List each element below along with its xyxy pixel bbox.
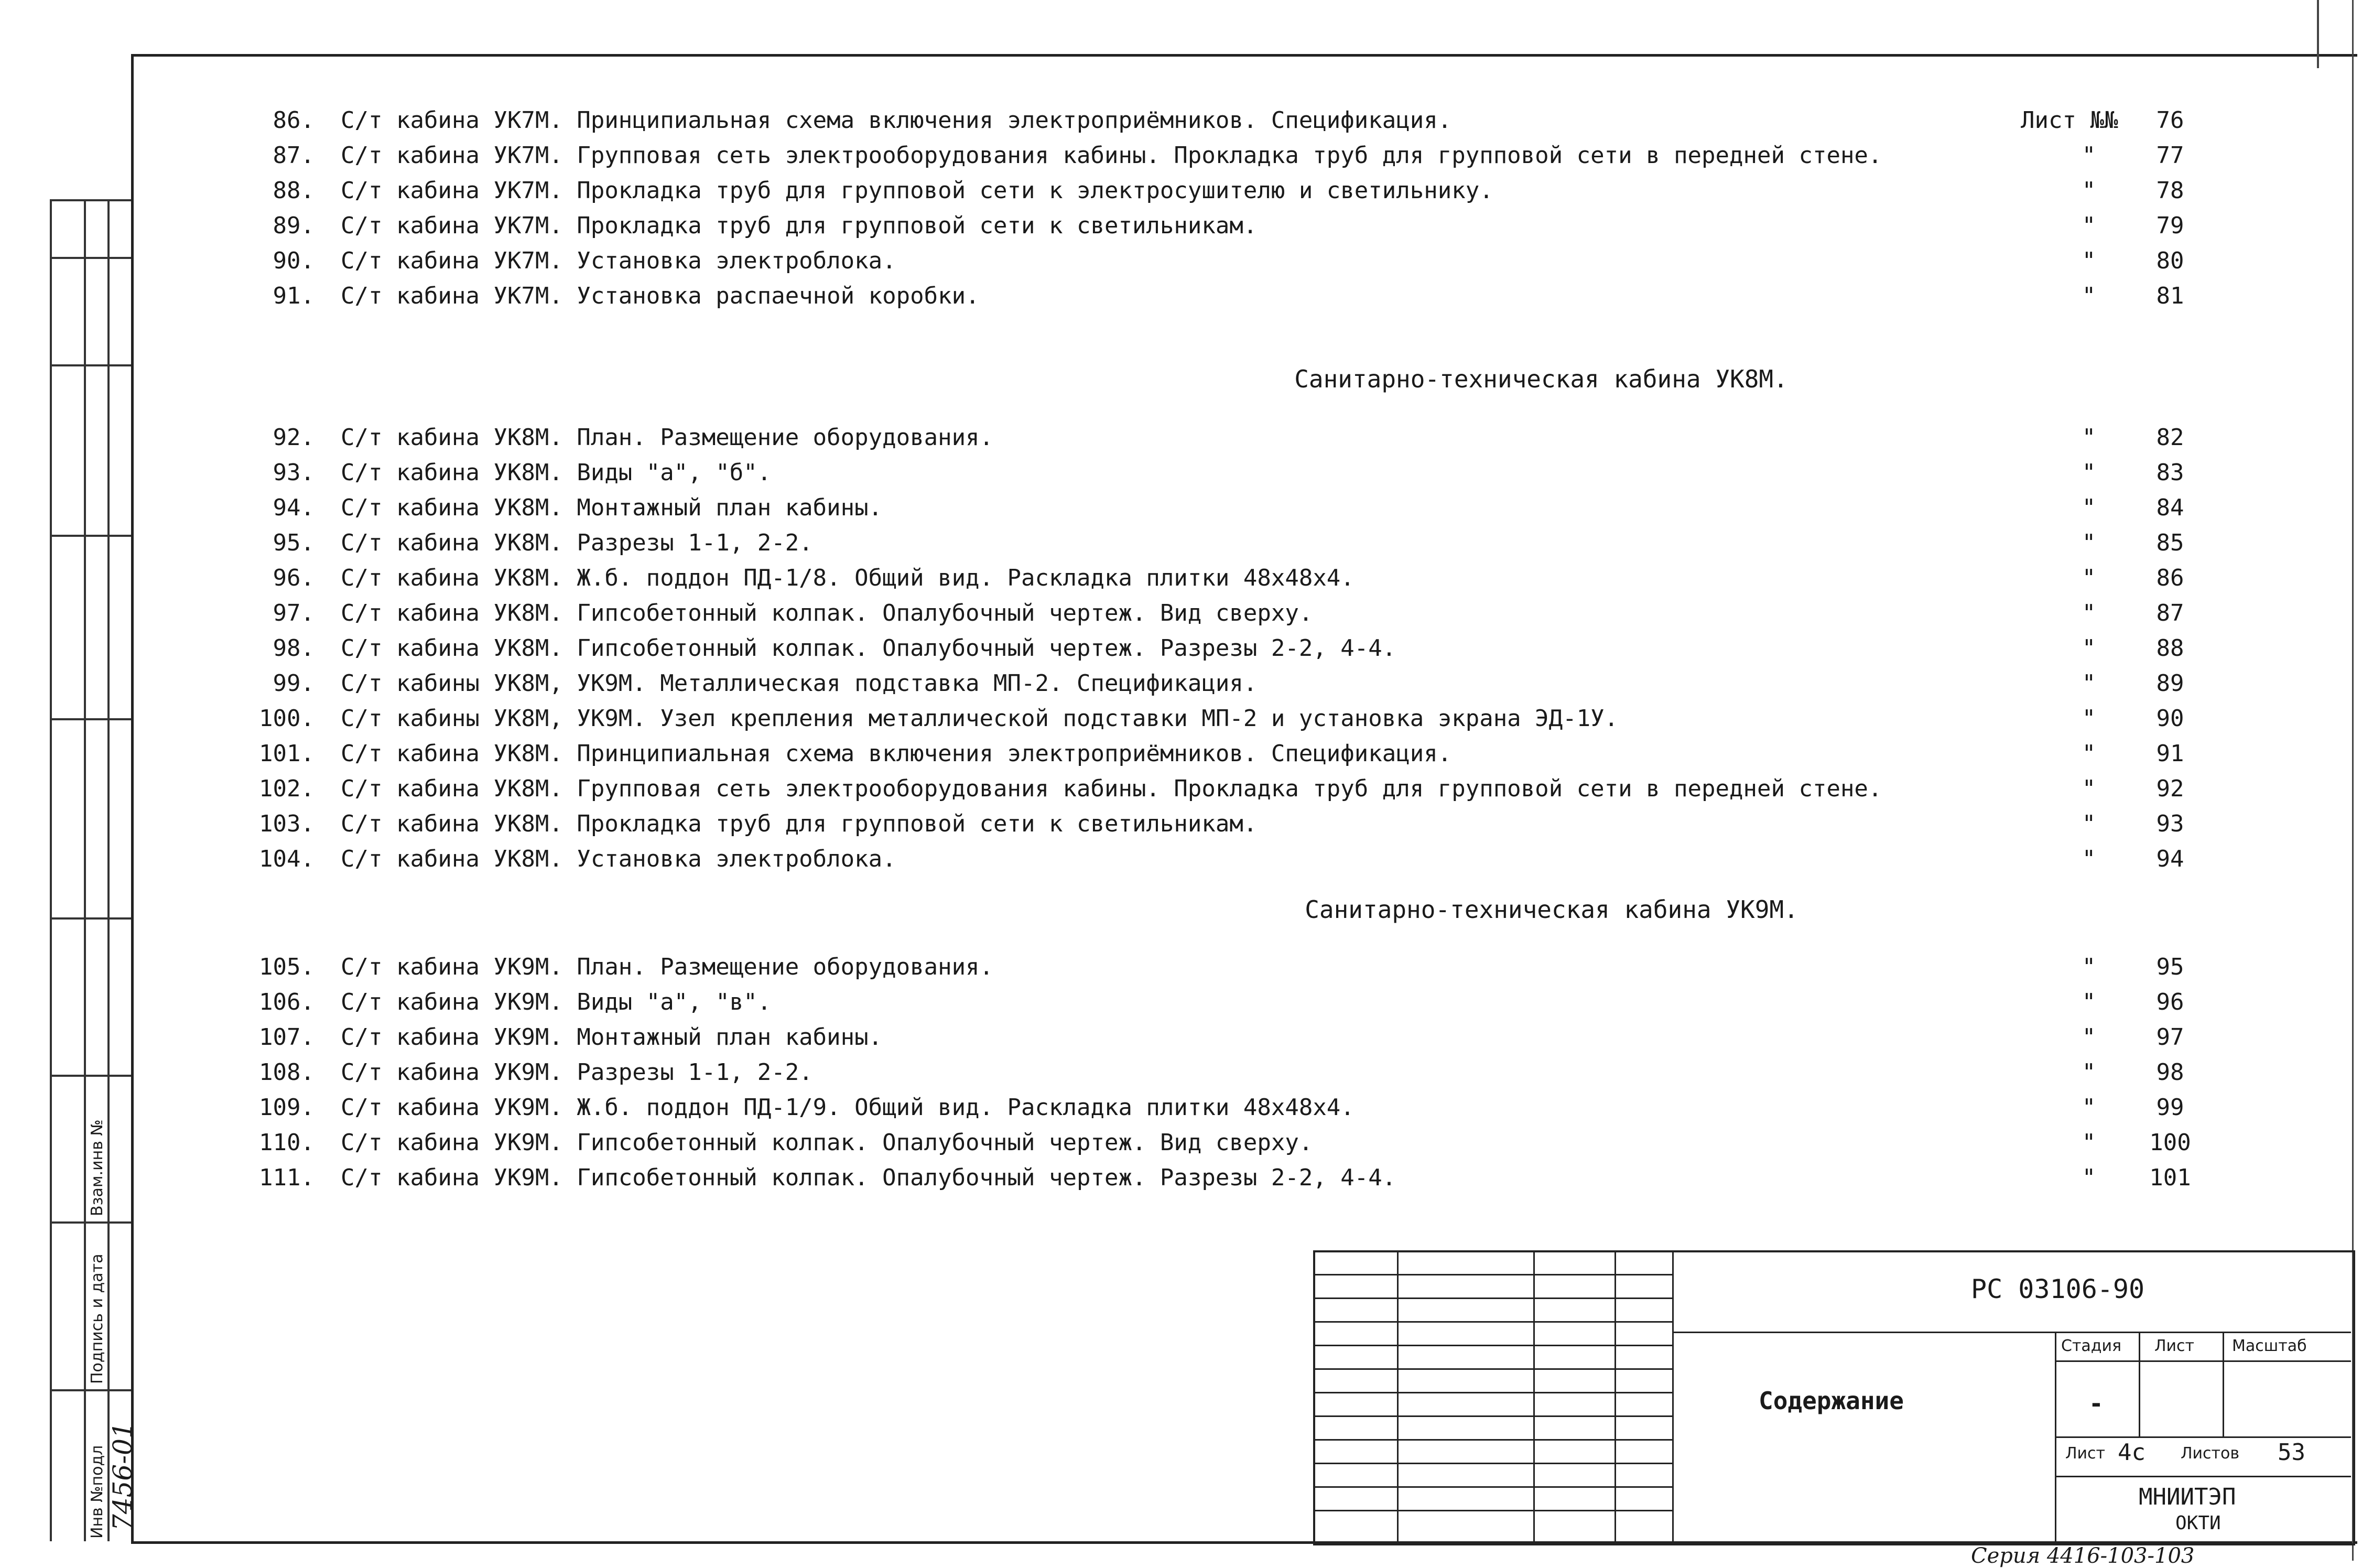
sheet-label: Лист bbox=[2065, 1444, 2106, 1463]
item-sheet: 89 bbox=[2156, 670, 2184, 697]
item-text: С/т кабина УК9М. Ж.б. поддон ПД-1/9. Общий вид. Раскладка плитки 48х48х4. bbox=[341, 1094, 1355, 1121]
list-item bbox=[257, 1092, 2249, 1123]
item-sheet: 82 bbox=[2156, 424, 2184, 451]
item-sheet: 80 bbox=[2156, 247, 2184, 274]
item-number: 106. bbox=[259, 989, 315, 1015]
ditto-mark: " bbox=[2082, 529, 2096, 556]
list-item bbox=[257, 457, 2249, 489]
ditto-mark: " bbox=[2082, 635, 2096, 662]
grid-line bbox=[1313, 1486, 1672, 1488]
item-sheet: 100 bbox=[2149, 1129, 2191, 1156]
strip-line bbox=[50, 1075, 131, 1077]
item-text: С/т кабина УК8М. Виды "а", "б". bbox=[341, 459, 772, 486]
grid-line bbox=[1397, 1250, 1399, 1541]
list-item bbox=[257, 1057, 2249, 1088]
inv-label: Инв №подл bbox=[88, 1445, 106, 1539]
ditto-mark: " bbox=[2082, 565, 2096, 591]
organization-name: МНИИТЭП bbox=[2139, 1484, 2236, 1510]
vzam-label: Взам.инв № bbox=[88, 1119, 106, 1216]
strip-line bbox=[50, 199, 131, 201]
item-sheet: 84 bbox=[2156, 494, 2184, 521]
list-item bbox=[257, 1022, 2249, 1053]
document-title: Содержание bbox=[1759, 1387, 1904, 1415]
item-text: С/т кабина УК8М. Ж.б. поддон ПД-1/8. Общий вид. Раскладка плитки 48х48х4. bbox=[341, 565, 1355, 591]
grid-line bbox=[2055, 1476, 2351, 1477]
item-text: С/т кабина УК9М. Виды "а", "в". bbox=[341, 989, 772, 1015]
item-number: 93. bbox=[273, 459, 315, 486]
item-text: С/т кабина УК7М. Прокладка труб для групповой сети к светильникам. bbox=[341, 212, 1258, 239]
item-number: 108. bbox=[259, 1059, 315, 1086]
ditto-mark: " bbox=[2082, 142, 2096, 169]
item-sheet: 78 bbox=[2156, 177, 2184, 204]
list-item bbox=[257, 210, 2249, 242]
item-number: 91. bbox=[273, 283, 315, 309]
item-text: С/т кабина УК8М. Групповая сеть электрооборудования кабины. Прокладка труб для групповой сети в передней стене. bbox=[341, 775, 1882, 802]
organization-department: ОКТИ bbox=[2175, 1512, 2221, 1534]
ditto-mark: " bbox=[2082, 212, 2096, 239]
scale-label: Масштаб bbox=[2232, 1337, 2307, 1355]
grid-line bbox=[1313, 1392, 1672, 1393]
item-text: С/т кабина УК8М. Прокладка труб для групповой сети к светильникам. bbox=[341, 810, 1258, 837]
item-sheet: 77 bbox=[2156, 142, 2184, 169]
list-item bbox=[257, 844, 2249, 875]
grid-line bbox=[1313, 1415, 1672, 1417]
strip-line bbox=[50, 1389, 131, 1391]
item-sheet: 79 bbox=[2156, 212, 2184, 239]
grid-line bbox=[1313, 1368, 1672, 1370]
podpis-label: Подпись и дата bbox=[88, 1253, 106, 1384]
ditto-mark: " bbox=[2082, 705, 2096, 732]
ditto-mark: " bbox=[2082, 283, 2096, 309]
item-number: 102. bbox=[259, 775, 315, 802]
item-number: 92. bbox=[273, 424, 315, 451]
item-text: С/т кабина УК7М. Принципиальная схема включения электроприёмников. Спецификация. bbox=[341, 107, 1452, 134]
item-number: 95. bbox=[273, 529, 315, 556]
item-number: 98. bbox=[273, 635, 315, 662]
ditto-mark: " bbox=[2082, 670, 2096, 697]
ditto-mark: " bbox=[2082, 247, 2096, 274]
frame-top-border bbox=[131, 54, 2357, 57]
item-number: 100. bbox=[259, 705, 315, 732]
list-item bbox=[257, 527, 2249, 559]
item-number: 86. bbox=[273, 107, 315, 134]
grid-line bbox=[1313, 1510, 1672, 1511]
item-number: 87. bbox=[273, 142, 315, 169]
item-text: С/т кабина УК8М. Монтажный план кабины. bbox=[341, 494, 883, 521]
item-sheet: 92 bbox=[2156, 775, 2184, 802]
item-text: С/т кабина УК9М. Гипсобетонный колпак. Опалубочный чертеж. Разрезы 2-2, 4-4. bbox=[341, 1164, 1396, 1191]
list-item bbox=[257, 245, 2249, 277]
list-item bbox=[257, 1162, 2249, 1194]
item-sheet: 81 bbox=[2156, 283, 2184, 309]
item-sheet: 98 bbox=[2156, 1059, 2184, 1086]
ditto-mark: " bbox=[2082, 1024, 2096, 1051]
strip-line bbox=[50, 364, 131, 366]
section-heading-uk9m: Санитарно-техническая кабина УК9М. bbox=[1305, 895, 1798, 924]
ditto-mark: " bbox=[2082, 846, 2096, 872]
item-sheet: 101 bbox=[2149, 1164, 2191, 1191]
item-number: 104. bbox=[259, 846, 315, 872]
document-code: РС 03106-90 bbox=[1971, 1274, 2145, 1304]
item-number: 97. bbox=[273, 600, 315, 626]
grid-line bbox=[1533, 1250, 1535, 1541]
grid-line bbox=[2139, 1332, 2140, 1436]
item-sheet: 88 bbox=[2156, 635, 2184, 662]
list-item bbox=[257, 808, 2249, 840]
item-sheet: 95 bbox=[2156, 954, 2184, 980]
grid-line bbox=[1672, 1332, 2351, 1333]
strip-line bbox=[84, 199, 86, 1541]
item-sheet: 90 bbox=[2156, 705, 2184, 732]
item-number: 107. bbox=[259, 1024, 315, 1051]
item-text: С/т кабина УК9М. Монтажный план кабины. bbox=[341, 1024, 883, 1051]
grid-line bbox=[1313, 1321, 1672, 1323]
list-item bbox=[257, 175, 2249, 207]
item-text: С/т кабина УК7М. Групповая сеть электрооборудования кабины. Прокладка труб для групповой сети в передней стене. bbox=[341, 142, 1882, 169]
inv-number-handwritten: 7456-01 bbox=[107, 1422, 138, 1531]
grid-line bbox=[1672, 1250, 1674, 1541]
list-item bbox=[257, 422, 2249, 453]
series-handwriting: Серия 4416-103-103 bbox=[1971, 1544, 2195, 1568]
item-number: 101. bbox=[259, 740, 315, 767]
grid-line bbox=[2055, 1436, 2351, 1438]
item-number: 89. bbox=[273, 212, 315, 239]
item-text: С/т кабина УК8М. Установка электроблока. bbox=[341, 846, 896, 872]
ditto-mark: " bbox=[2082, 1059, 2096, 1086]
frame-right-mark bbox=[2317, 0, 2319, 68]
item-sheet: 96 bbox=[2156, 989, 2184, 1015]
ditto-mark: " bbox=[2082, 989, 2096, 1015]
item-sheet: 86 bbox=[2156, 565, 2184, 591]
strip-line bbox=[50, 718, 131, 720]
item-number: 88. bbox=[273, 177, 315, 204]
ditto-mark: " bbox=[2082, 1164, 2096, 1191]
item-text: С/т кабина УК9М. План. Размещение оборудования. bbox=[341, 954, 994, 980]
item-text: С/т кабина УК8М. Принципиальная схема включения электроприёмников. Спецификация. bbox=[341, 740, 1452, 767]
item-text: С/т кабины УК8М, УК9М. Металлическая подставка МП-2. Спецификация. bbox=[341, 670, 1258, 697]
ditto-mark: " bbox=[2082, 1129, 2096, 1156]
item-sheet: 83 bbox=[2156, 459, 2184, 486]
grid-line bbox=[2223, 1332, 2224, 1436]
item-text: С/т кабина УК9М. Разрезы 1-1, 2-2. bbox=[341, 1059, 813, 1086]
list-item bbox=[257, 703, 2249, 734]
sheet-column-header: Лист №№ bbox=[2021, 107, 2118, 134]
item-number: 110. bbox=[259, 1129, 315, 1156]
list-item bbox=[257, 1127, 2249, 1159]
strip-line bbox=[50, 535, 131, 537]
item-number: 94. bbox=[273, 494, 315, 521]
sheets-label: Листов bbox=[2181, 1444, 2240, 1463]
item-text: С/т кабина УК7М. Установка распаечной коробки. bbox=[341, 283, 980, 309]
ditto-mark: " bbox=[2082, 459, 2096, 486]
item-sheet: 93 bbox=[2156, 810, 2184, 837]
stage-label: Стадия bbox=[2061, 1337, 2122, 1355]
strip-line bbox=[50, 1221, 131, 1224]
item-sheet: 85 bbox=[2156, 529, 2184, 556]
ditto-mark: " bbox=[2082, 424, 2096, 451]
item-sheet: 97 bbox=[2156, 1024, 2184, 1051]
ditto-mark: " bbox=[2082, 494, 2096, 521]
strip-line bbox=[50, 917, 131, 920]
item-sheet: 91 bbox=[2156, 740, 2184, 767]
list-item bbox=[257, 773, 2249, 805]
list-item bbox=[257, 563, 2249, 594]
list-item bbox=[257, 280, 2249, 312]
list-item bbox=[257, 105, 2249, 136]
list-item bbox=[257, 492, 2249, 524]
strip-line bbox=[107, 199, 110, 1541]
ditto-mark: " bbox=[2082, 954, 2096, 980]
list-label: Лист bbox=[2154, 1337, 2195, 1355]
item-text: С/т кабина УК8М. Гипсобетонный колпак. Опалубочный чертеж. Разрезы 2-2, 4-4. bbox=[341, 635, 1396, 662]
item-text: С/т кабина УК8М. Гипсобетонный колпак. Опалубочный чертеж. Вид сверху. bbox=[341, 600, 1313, 626]
frame-left-border bbox=[131, 54, 134, 1544]
ditto-mark: " bbox=[2082, 740, 2096, 767]
sheets-value: 53 bbox=[2278, 1439, 2305, 1466]
item-number: 109. bbox=[259, 1094, 315, 1121]
ditto-mark: " bbox=[2082, 1094, 2096, 1121]
strip-line bbox=[50, 199, 52, 1541]
stage-value: - bbox=[2089, 1389, 2104, 1418]
grid-line bbox=[1313, 1345, 1672, 1346]
item-sheet: 99 bbox=[2156, 1094, 2184, 1121]
section-heading-uk8m: Санитарно-техническая кабина УК8М. bbox=[1294, 365, 1788, 393]
grid-line bbox=[1313, 1297, 1672, 1299]
grid-line bbox=[1313, 1439, 1672, 1441]
item-number: 103. bbox=[259, 810, 315, 837]
list-item bbox=[257, 738, 2249, 770]
item-text: С/т кабина УК7М. Прокладка труб для групповой сети к электросушителю и светильнику. bbox=[341, 177, 1493, 204]
list-item bbox=[257, 633, 2249, 664]
item-sheet: 94 bbox=[2156, 846, 2184, 872]
list-item bbox=[257, 987, 2249, 1018]
list-item bbox=[257, 140, 2249, 171]
item-number: 111. bbox=[259, 1164, 315, 1191]
item-text: С/т кабина УК9М. Гипсобетонный колпак. Опалубочный чертеж. Вид сверху. bbox=[341, 1129, 1313, 1156]
grid-line bbox=[1614, 1250, 1616, 1541]
list-item bbox=[257, 668, 2249, 699]
item-number: 90. bbox=[273, 247, 315, 274]
ditto-mark: " bbox=[2082, 177, 2096, 204]
strip-line bbox=[50, 257, 131, 259]
list-item bbox=[257, 951, 2249, 983]
grid-line bbox=[1313, 1463, 1672, 1464]
item-sheet: 76 bbox=[2156, 107, 2184, 134]
ditto-mark: " bbox=[2082, 810, 2096, 837]
grid-line bbox=[2055, 1360, 2351, 1362]
ditto-mark: " bbox=[2082, 600, 2096, 626]
sheet-value: 4с bbox=[2118, 1439, 2146, 1466]
list-item bbox=[257, 598, 2249, 629]
item-text: С/т кабины УК8М, УК9М. Узел крепления металлической подставки МП-2 и установка экрана ЭД-1У. bbox=[341, 705, 1619, 732]
item-number: 96. bbox=[273, 565, 315, 591]
item-text: С/т кабина УК8М. Разрезы 1-1, 2-2. bbox=[341, 529, 813, 556]
item-number: 99. bbox=[273, 670, 315, 697]
item-number: 105. bbox=[259, 954, 315, 980]
item-sheet: 87 bbox=[2156, 600, 2184, 626]
item-text: С/т кабина УК8М. План. Размещение оборудования. bbox=[341, 424, 994, 451]
ditto-mark: " bbox=[2082, 775, 2096, 802]
item-text: С/т кабина УК7М. Установка электроблока. bbox=[341, 247, 896, 274]
grid-line bbox=[1313, 1274, 1672, 1275]
